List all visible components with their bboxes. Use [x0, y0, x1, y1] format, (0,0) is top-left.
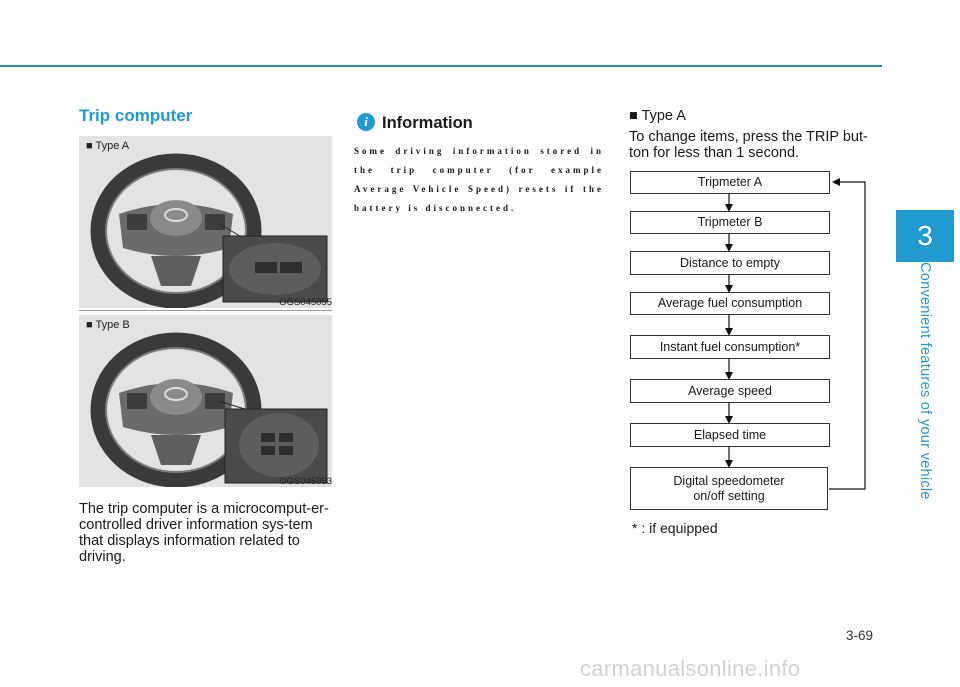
flow-item-average-speed: Average speed [630, 379, 830, 403]
flow-item-tripmeter-a: Tripmeter A [630, 171, 830, 194]
trip-computer-description: The trip computer is a microcomput-er-controlled driver information sys-tem that displays information related to driving. [79, 501, 329, 565]
page-number: 3-69 [846, 628, 874, 643]
image-label-type-a: ■ Type A [86, 140, 130, 152]
section-title: Trip computer [79, 106, 193, 125]
chapter-number: 3 [917, 220, 933, 251]
flow-item-tripmeter-b: Tripmeter B [630, 211, 830, 234]
flow-item-elapsed-time: Elapsed time [630, 423, 830, 447]
image-code-type-a: OGS045055 [279, 297, 332, 308]
flow-item-average-fuel-consumption: Average fuel consumption [630, 292, 830, 315]
footnote: * : if equipped [632, 520, 718, 536]
flow-item-digital-speedometer: Digital speedometer on/off setting [630, 467, 828, 510]
info-icon-letter: i [364, 114, 368, 129]
chapter-title-text: Convenient features of your vehicle [917, 262, 933, 500]
type-a-heading: ■ Type A [629, 108, 686, 124]
watermark: carmanualsonline.info [580, 656, 801, 681]
flow-return-arrow [829, 182, 865, 489]
image-label-type-b: ■ Type B [86, 319, 130, 331]
flow-item-instant-fuel-consumption: Instant fuel consumption* [630, 335, 830, 359]
image-code-type-b: OGS045053 [279, 476, 332, 487]
info-text: Some driving information stored in the trip computer (for example Average Vehicle Speed) resets if the battery is disconnected. [354, 146, 604, 213]
type-a-instruction: To change items, press the TRIP but-ton for less than 1 second. [629, 129, 868, 161]
info-title: Information [382, 114, 473, 132]
flow-item-distance-to-empty: Distance to empty [630, 251, 830, 275]
